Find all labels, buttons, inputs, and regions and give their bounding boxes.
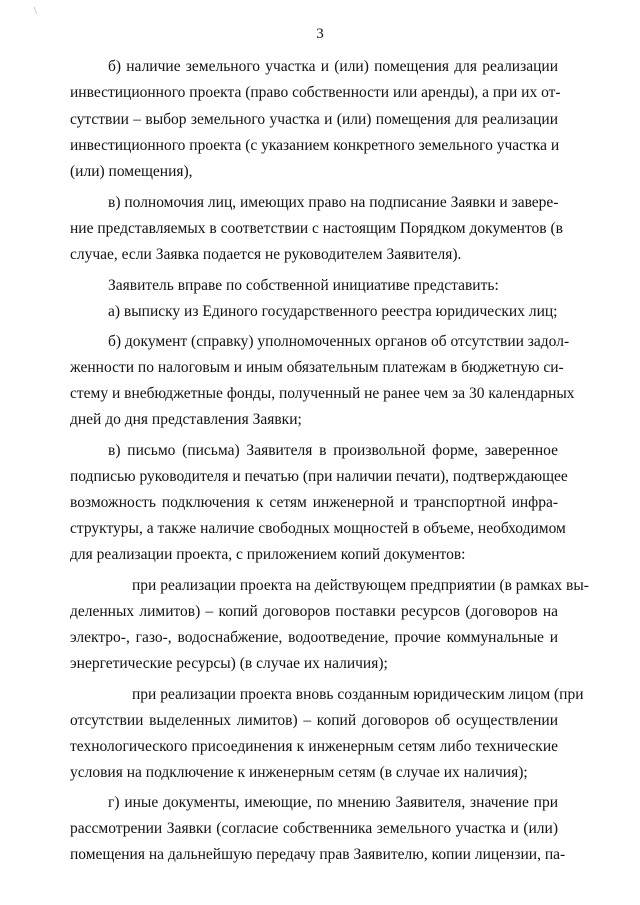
text-line: б) наличие земельного участка и (или) помещения для реализации [108,58,558,75]
text-line: инвестиционного проекта (с указанием конкретного земельного участка и [70,137,560,154]
text-line: а) выписку из Единого государственного реестра юридических лиц; [108,303,558,320]
text-line: электро-, газо-, водоснабжение, водоотведение, прочие коммунальные и [70,629,558,646]
text-line: в) письмо (письма) Заявителя в произвольной форме, заверенное [108,442,558,459]
text-line: энергетические ресурсы) (в случае их наличия); [70,655,388,672]
text-line: инвестиционного проекта (право собственности или аренды), а при их от- [70,84,561,101]
text-line: помещения на дальнейшую передачу прав Заявителю, копии лицензии, па- [70,846,566,863]
text-line: технологического присоединения к инженерным сетям либо технические [70,738,558,755]
text-line: при реализации проекта вновь созданным юридическим лицом (при [132,686,584,703]
text-line: сутствии – выбор земельного участка и (или) помещения для реализации [70,111,558,128]
text-line: деленных лимитов) – копий договоров поставки ресурсов (договоров на [70,603,558,620]
text-line: ние представляемых в соответствии с настоящим Порядком документов (в [70,220,563,237]
text-line: рассмотрении Заявки (согласие собственника земельного участка и (или) [70,820,558,837]
text-line: стему и внебюджетные фонды, полученный не ранее чем за 30 календарных [70,385,575,402]
text-line: Заявитель вправе по собственной инициативе представить: [108,277,499,294]
text-line: случае, если Заявка подается не руководителем Заявителя). [70,246,462,263]
text-line: женности по налоговым и иным обязательным платежам в бюджетную си- [70,359,564,376]
text-line: подписью руководителя и печатью (при наличии печати), подтверждающее [70,468,568,485]
page-number: 3 [316,26,324,42]
text-line: в) полномочия лиц, имеющих право на подписание Заявки и завере- [108,194,559,211]
text-line: б) документ (справку) уполномоченных органов об отсутствии задол- [108,333,570,350]
text-line: структуры, а также наличие свободных мощностей в объеме, необходимом [70,520,566,537]
text-line: при реализации проекта на действующем предприятии (в рамках вы- [132,577,589,594]
text-line: дней до дня представления Заявки; [70,411,302,428]
text-line: отсутствии выделенных лимитов) – копий договоров об осуществлении [70,712,558,729]
scan-mark: \ [34,6,37,17]
text-line: г) иные документы, имеющие, по мнению Заявителя, значение при [108,794,558,811]
text-line: условия на подключение к инженерным сетям (в случае их наличия); [70,764,528,781]
text-line: для реализации проекта, с приложением копий документов: [70,546,466,563]
text-line: (или) помещения), [70,163,193,180]
text-line: возможность подключения к сетям инженерной и транспортной инфра- [70,494,558,511]
